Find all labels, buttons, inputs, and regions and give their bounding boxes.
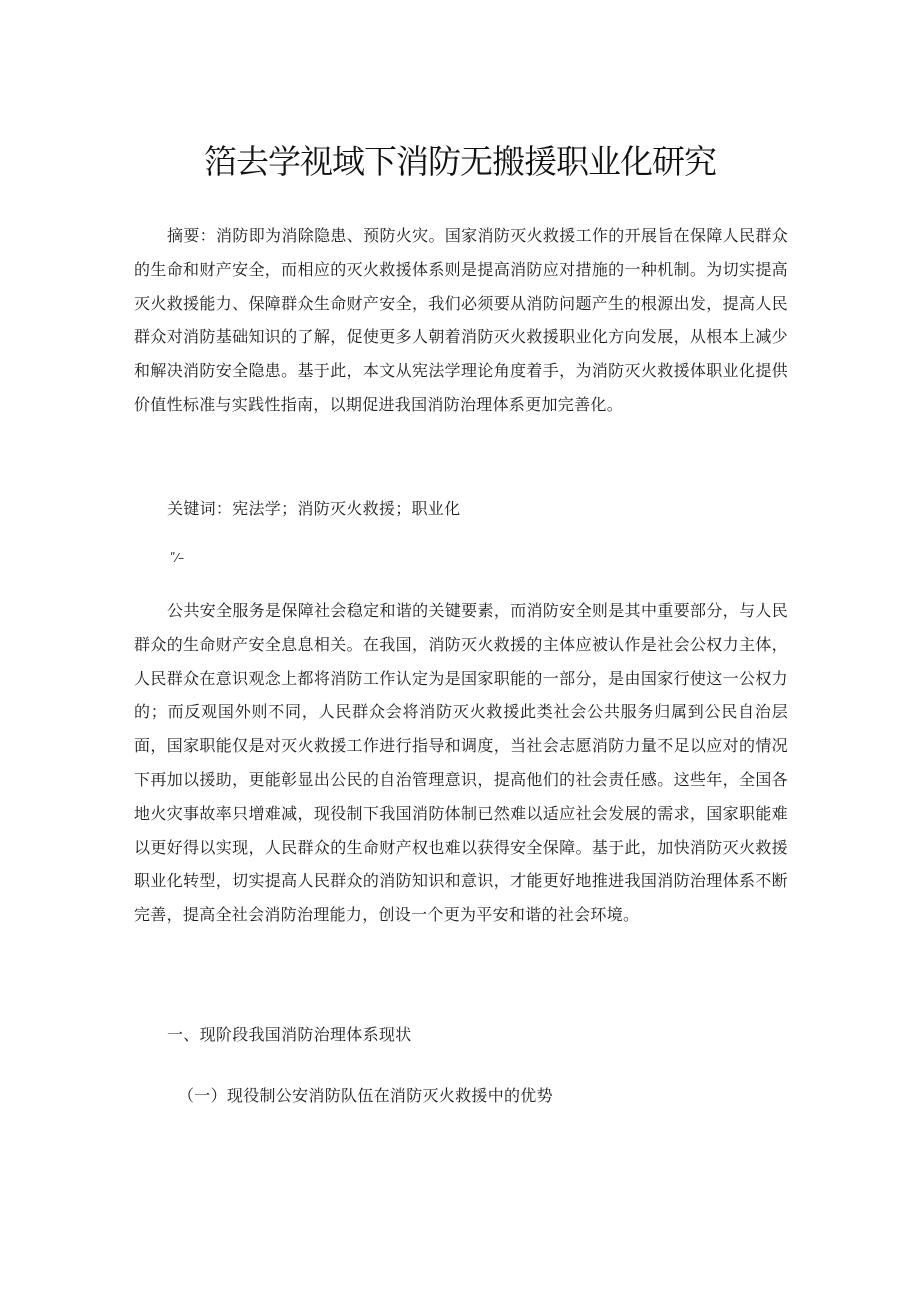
section-heading-1: 一、现阶段我国消防治理体系现状 <box>167 1025 412 1044</box>
subsection-heading-1: （一）现役制公安消防队伍在消防灭火救援中的优势 <box>178 1086 553 1105</box>
introduction-section <box>134 594 788 932</box>
introduction-marker: ʺ⁄– <box>170 551 185 565</box>
abstract-paragraph: 摘要：消防即为消除隐患、预防火灾。国家消防灭火救援工作的开展旨在保障人民群众的生命和财产安全，而相应的灭火救援体系则是提高消防应对措施的一种机制。为切实提高灭火救援能力、保障群众生命财产安全，我们必须要从消防问题产生的根源出发，提高人民群众对消防基础知识的了解，促使更多人朝着消防灭火救援职业化方向发展，从根本上减少和解决消防安全隐患。基于此，本文从宪法学理论角度着手，为消防灭火救援体职业化提供价值性标准与实践性指南，以期促进我国消防治理体系更加完善化。 <box>134 226 788 414</box>
document-title: 箔去学视域下消防无搬援职业化研究 <box>204 142 716 181</box>
introduction-paragraph: 公共安全服务是保障社会稳定和谐的关键要素，而消防安全则是其中重要部分，与人民群众的生命财产安全息息相关。在我国，消防灭火救援的主体应被认作是社会公权力主体，人民群众在意识观念上都将消防工作认定为是国家职能的一部分，是由国家行使这一公权力的；而反观国外则不同，人民群众会将消防灭火救援此类社会公共服务归属到公民自治层面，国家职能仅是对灭火救援工作进行指导和调度，当社会志愿消防力量不足以应对的情况下再加以援助，更能彰显出公民的自治管理意识，提高他们的社会责任感。这些年，全国各地火灾事故率只增难减，现役制下我国消防体制已然难以适应社会发展的需求，国家职能难以更好得以实现，人民群众的生命财产权也难以获得安全保障。基于此，加快消防灭火救援职业化转型，切实提高人民群众的消防知识和意识，才能更好地推进我国消防治理体系不断完善，提高全社会消防治理能力，创设一个更为平安和谐的社会环境。 <box>134 601 788 925</box>
keywords-line: 关键词：宪法学；消防灭火救援；职业化 <box>167 499 461 518</box>
abstract-section <box>134 219 788 422</box>
